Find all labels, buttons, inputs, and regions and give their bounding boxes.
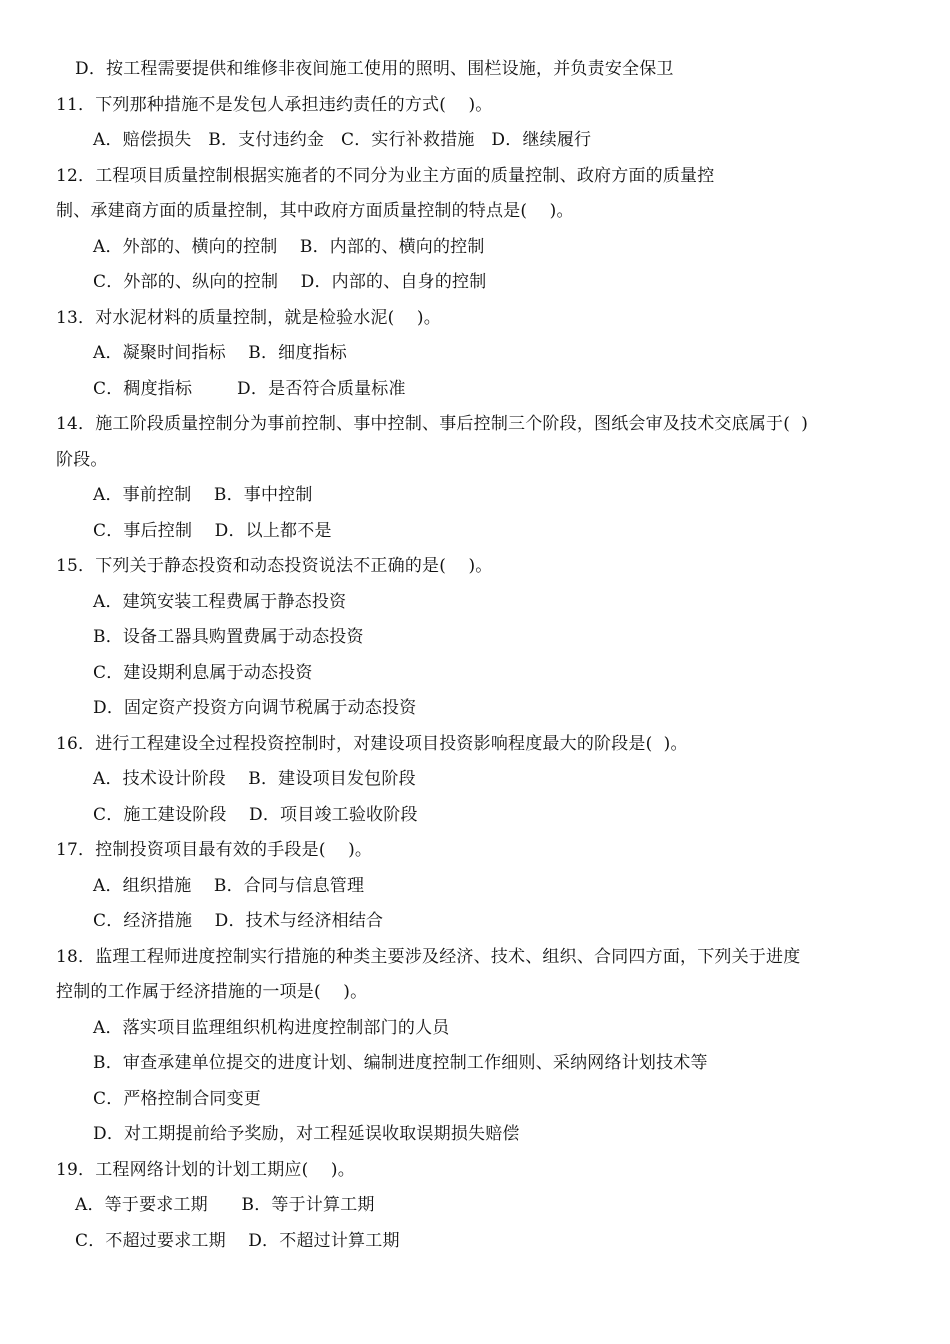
question-12: 12．工程项目质量控制根据实施者的不同分为业主方面的质量控制、政府方面的质量控 bbox=[56, 165, 715, 186]
option-18-d: D．对工期提前给予奖励，对工程延误收取误期损失赔偿 bbox=[93, 1124, 520, 1144]
question-11: 11．下列那种措施不是发包人承担违约责任的方式( )。 bbox=[56, 94, 493, 115]
question-18: 18．监理工程师进度控制实行措施的种类主要涉及经济、技术、组织、合同四方面，下列关于进度 bbox=[56, 946, 801, 967]
options-19-ab: A．等于要求工期 B．等于计算工期 bbox=[75, 1195, 375, 1215]
question-12-continued: 制、承建商方面的质量控制，其中政府方面质量控制的特点是( )。 bbox=[56, 201, 574, 221]
option-15-d: D．固定资产投资方向调节税属于动态投资 bbox=[93, 698, 417, 718]
options-19-cd: C．不超过要求工期 D．不超过计算工期 bbox=[75, 1230, 400, 1251]
options-17-cd: C．经济措施 D．技术与经济相结合 bbox=[93, 911, 384, 931]
options-16-cd: C．施工建设阶段 D．项目竣工验收阶段 bbox=[93, 804, 418, 825]
question-14: 14．施工阶段质量控制分为事前控制、事中控制、事后控制三个阶段，图纸会审及技术交底属于( ) bbox=[56, 414, 809, 434]
option-line: D．按工程需要提供和维修非夜间施工使用的照明、围栏设施，并负责安全保卫 bbox=[75, 59, 674, 79]
question-17: 17．控制投资项目最有效的手段是( )。 bbox=[56, 840, 373, 860]
options-14-ab: A．事前控制 B．事中控制 bbox=[93, 485, 313, 505]
options-17-ab: A．组织措施 B．合同与信息管理 bbox=[93, 875, 365, 896]
question-19: 19．工程网络计划的计划工期应( )。 bbox=[56, 1159, 355, 1180]
options-12-ab: A．外部的、横向的控制 B．内部的、横向的控制 bbox=[93, 236, 485, 257]
option-15-b: B．设备工器具购置费属于动态投资 bbox=[93, 627, 364, 647]
document-page bbox=[0, 52, 950, 1259]
option-18-c: C．严格控制合同变更 bbox=[93, 1088, 262, 1109]
options-16-ab: A．技术设计阶段 B．建设项目发包阶段 bbox=[93, 769, 416, 789]
options-11: A．赔偿损失 B．支付违约金 C．实行补救措施 D．继续履行 bbox=[93, 130, 592, 150]
question-16: 16．进行工程建设全过程投资控制时，对建设项目投资影响程度最大的阶段是( )。 bbox=[56, 733, 688, 754]
option-18-b: B．审查承建单位提交的进度计划、编制进度控制工作细则、采纳网络计划技术等 bbox=[93, 1053, 708, 1073]
options-14-cd: C．事后控制 D．以上都不是 bbox=[93, 520, 332, 541]
options-13-ab: A．凝聚时间指标 B．细度指标 bbox=[93, 343, 347, 363]
question-14-continued: 阶段。 bbox=[56, 449, 108, 470]
options-12-cd: C．外部的、纵向的控制 D．内部的、自身的控制 bbox=[93, 272, 487, 292]
option-15-a: A．建筑安装工程费属于静态投资 bbox=[93, 591, 347, 612]
option-18-a: A．落实项目监理组织机构进度控制部门的人员 bbox=[93, 1017, 450, 1038]
question-15: 15．下列关于静态投资和动态投资说法不正确的是( )。 bbox=[56, 556, 493, 576]
options-13-cd: C．稠度指标 D．是否符合质量标准 bbox=[93, 378, 406, 399]
question-13: 13．对水泥材料的质量控制，就是检验水泥( )。 bbox=[56, 307, 441, 328]
option-15-c: C．建设期利息属于动态投资 bbox=[93, 662, 313, 683]
question-18-continued: 控制的工作属于经济措施的一项是( )。 bbox=[56, 982, 368, 1002]
